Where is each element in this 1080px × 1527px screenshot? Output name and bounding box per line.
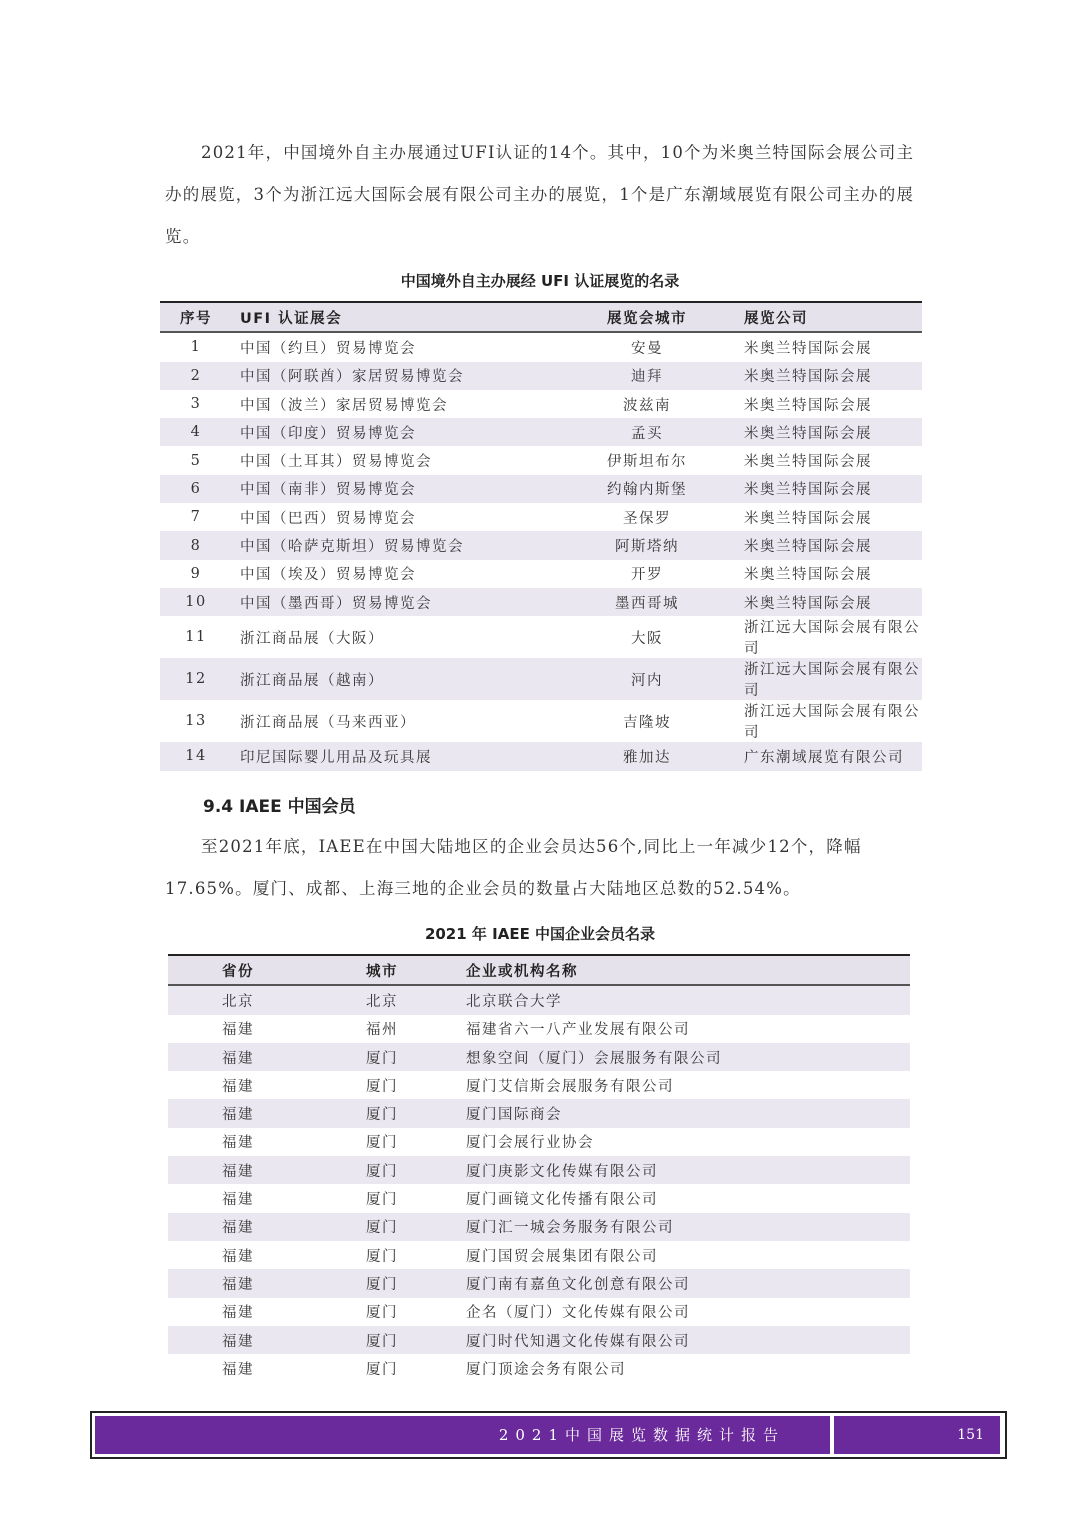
cell-province: 北京 — [222, 993, 254, 1010]
header-city: 城市 — [366, 963, 398, 980]
cell-city: 厦门 — [366, 1107, 398, 1124]
page-number: 151 — [957, 1427, 984, 1443]
table-row — [168, 1015, 910, 1043]
cell-city: 阿斯塔纳 — [615, 539, 679, 556]
cell-index: 2 — [190, 367, 202, 384]
cell-city: 厦门 — [366, 1333, 398, 1350]
ufi-exhibitions-table — [160, 301, 922, 771]
cell-city: 波兹南 — [623, 397, 671, 414]
cell-company: 米奥兰特国际会展 — [744, 482, 872, 499]
cell-company: 浙江远大国际会展有限公司 — [744, 704, 920, 742]
table-row — [160, 503, 922, 531]
cell-index: 6 — [190, 480, 202, 497]
header-province: 省份 — [222, 963, 254, 980]
cell-exhibition: 中国（印度）贸易博览会 — [240, 425, 416, 442]
cell-index: 10 — [185, 594, 207, 611]
cell-province: 福建 — [222, 1163, 254, 1180]
cell-organization: 福建省六一八产业发展有限公司 — [466, 1022, 690, 1039]
cell-organization: 厦门时代知遇文化传媒有限公司 — [466, 1333, 690, 1350]
cell-organization: 北京联合大学 — [466, 993, 562, 1010]
cell-exhibition: 浙江商品展（马来西亚） — [240, 714, 416, 731]
table-row — [160, 390, 922, 418]
table-row — [160, 475, 922, 503]
cell-index: 13 — [185, 713, 207, 730]
cell-city: 厦门 — [366, 1050, 398, 1067]
cell-index: 8 — [190, 537, 202, 554]
table-row — [168, 1043, 910, 1071]
cell-exhibition: 浙江商品展（越南） — [240, 672, 384, 689]
cell-index: 11 — [185, 629, 207, 646]
header-company: 展览公司 — [744, 310, 808, 327]
cell-exhibition: 中国（埃及）贸易博览会 — [240, 567, 416, 584]
table-row — [168, 1241, 910, 1269]
cell-organization: 想象空间（厦门）会展服务有限公司 — [466, 1050, 722, 1067]
cell-company: 米奥兰特国际会展 — [744, 397, 872, 414]
cell-city: 大阪 — [631, 630, 663, 647]
cell-city: 墨西哥城 — [615, 595, 679, 612]
table-row — [160, 332, 922, 361]
footer-page-box — [834, 1416, 1000, 1454]
cell-province: 福建 — [222, 1305, 254, 1322]
cell-exhibition: 印尼国际婴儿用品及玩具展 — [240, 749, 432, 766]
cell-province: 福建 — [222, 1333, 254, 1350]
cell-city: 厦门 — [366, 1361, 398, 1378]
cell-city: 安曼 — [631, 340, 663, 357]
table-row — [168, 1156, 910, 1184]
cell-city: 厦门 — [366, 1276, 398, 1293]
cell-city: 迪拜 — [631, 369, 663, 386]
table-row — [168, 1184, 910, 1212]
cell-organization: 厦门国际商会 — [466, 1107, 562, 1124]
cell-city: 河内 — [631, 672, 663, 689]
cell-exhibition: 中国（约旦）贸易博览会 — [240, 340, 416, 357]
cell-exhibition: 浙江商品展（大阪） — [240, 630, 384, 647]
cell-province: 福建 — [222, 1022, 254, 1039]
page-footer — [90, 1411, 1007, 1459]
cell-organization: 企名（厦门）文化传媒有限公司 — [466, 1305, 690, 1322]
cell-company: 米奥兰特国际会展 — [744, 595, 872, 612]
table-row — [168, 1326, 910, 1354]
table-row — [168, 1269, 910, 1297]
cell-city: 开罗 — [631, 567, 663, 584]
table2-caption: 2021 年 IAEE 中国企业会员名录 — [424, 925, 656, 943]
header-exhibition: UFI 认证展会 — [240, 310, 343, 327]
cell-city: 北京 — [366, 993, 398, 1010]
table-row — [160, 588, 922, 616]
cell-exhibition: 中国（哈萨克斯坦）贸易博览会 — [240, 539, 464, 556]
cell-province: 福建 — [222, 1050, 254, 1067]
cell-province: 福建 — [222, 1361, 254, 1378]
cell-company: 浙江远大国际会展有限公司 — [744, 620, 920, 658]
table1-caption: 中国境外自主办展经 UFI 认证展览的名录 — [400, 272, 680, 290]
cell-city: 圣保罗 — [623, 510, 671, 527]
cell-organization: 厦门画镜文化传播有限公司 — [466, 1192, 658, 1209]
intro-paragraph: 2021年，中国境外自主办展通过UFI认证的14个。其中，10个为米奥兰特国际会展公司主办的展览，3个为浙江远大国际会展有限公司主办的展览，1个是广东潮域展览有限公司主办的展览。 — [165, 143, 915, 246]
cell-company: 米奥兰特国际会展 — [744, 567, 872, 584]
cell-city: 雅加达 — [623, 749, 671, 766]
cell-city: 厦门 — [366, 1078, 398, 1095]
cell-index: 5 — [190, 452, 202, 469]
table-row — [160, 362, 922, 390]
section-heading: 9.4 IAEE 中国会员 — [203, 797, 356, 817]
cell-company: 米奥兰特国际会展 — [744, 340, 872, 357]
cell-company: 浙江远大国际会展有限公司 — [744, 662, 920, 700]
cell-organization: 厦门国贸会展集团有限公司 — [466, 1248, 658, 1265]
cell-city: 约翰内斯堡 — [607, 482, 687, 499]
cell-province: 福建 — [222, 1248, 254, 1265]
header-organization: 企业或机构名称 — [466, 963, 578, 980]
cell-company: 米奥兰特国际会展 — [744, 539, 872, 556]
cell-exhibition: 中国（阿联酋）家居贸易博览会 — [240, 369, 464, 386]
table-row — [168, 1099, 910, 1127]
cell-organization: 厦门会展行业协会 — [466, 1135, 594, 1152]
table-row — [168, 1213, 910, 1241]
cell-index: 9 — [190, 565, 202, 582]
cell-exhibition: 中国（墨西哥）贸易博览会 — [240, 595, 432, 612]
table-row — [168, 1298, 910, 1326]
table-row — [160, 700, 922, 742]
header-index: 序号 — [180, 310, 212, 327]
cell-city: 厦门 — [366, 1305, 398, 1322]
footer-title-bar — [95, 1416, 830, 1454]
cell-organization: 厦门南有嘉鱼文化创意有限公司 — [466, 1276, 690, 1293]
cell-index: 4 — [190, 424, 202, 441]
table-row — [160, 658, 922, 700]
table-row — [160, 531, 922, 559]
table-row — [160, 418, 922, 446]
cell-exhibition: 中国（南非）贸易博览会 — [240, 482, 416, 499]
cell-province: 福建 — [222, 1078, 254, 1095]
cell-organization: 厦门汇一城会务服务有限公司 — [466, 1220, 674, 1237]
cell-city: 吉隆坡 — [623, 714, 671, 731]
footer-title: 2021中国展览数据统计报告 — [498, 1426, 785, 1444]
cell-index: 12 — [185, 671, 207, 688]
table-row — [160, 742, 922, 770]
cell-city: 福州 — [366, 1022, 398, 1039]
header-city: 展览会城市 — [607, 310, 687, 327]
cell-province: 福建 — [222, 1135, 254, 1152]
cell-organization: 厦门艾信斯会展服务有限公司 — [466, 1078, 674, 1095]
cell-index: 3 — [190, 396, 202, 413]
cell-company: 米奥兰特国际会展 — [744, 425, 872, 442]
iaee-members-table — [168, 954, 910, 1382]
cell-province: 福建 — [222, 1220, 254, 1237]
cell-index: 1 — [190, 339, 202, 356]
cell-company: 广东潮域展览有限公司 — [744, 749, 904, 766]
cell-company: 米奥兰特国际会展 — [744, 454, 872, 471]
cell-exhibition: 中国（巴西）贸易博览会 — [240, 510, 416, 527]
cell-exhibition: 中国（土耳其）贸易博览会 — [240, 454, 432, 471]
table-row — [168, 1354, 910, 1382]
cell-city: 厦门 — [366, 1192, 398, 1209]
table-header-row — [160, 302, 922, 332]
cell-company: 米奥兰特国际会展 — [744, 510, 872, 527]
table-row — [168, 1071, 910, 1099]
table-row — [168, 985, 910, 1014]
cell-company: 米奥兰特国际会展 — [744, 369, 872, 386]
cell-city: 伊斯坦布尔 — [607, 454, 687, 471]
cell-organization: 厦门顶途会务有限公司 — [466, 1361, 626, 1378]
cell-city: 厦门 — [366, 1163, 398, 1180]
table-row — [168, 1128, 910, 1156]
cell-province: 福建 — [222, 1276, 254, 1293]
cell-index: 14 — [185, 748, 207, 765]
cell-city: 厦门 — [366, 1220, 398, 1237]
cell-index: 7 — [190, 509, 202, 526]
table-row — [160, 560, 922, 588]
cell-province: 福建 — [222, 1192, 254, 1209]
cell-city: 孟买 — [631, 425, 663, 442]
table-header-row — [168, 955, 910, 985]
cell-organization: 厦门庚影文化传媒有限公司 — [466, 1163, 658, 1180]
section-paragraph: 至2021年底，IAEE在中国大陆地区的企业会员达56个,同比上一年减少12个，降幅17.65%。厦门、成都、上海三地的企业会员的数量占大陆地区总数的52.54%。 — [165, 837, 862, 898]
cell-city: 厦门 — [366, 1135, 398, 1152]
table-row — [160, 446, 922, 474]
cell-exhibition: 中国（波兰）家居贸易博览会 — [240, 397, 448, 414]
cell-city: 厦门 — [366, 1248, 398, 1265]
table-row — [160, 616, 922, 658]
cell-province: 福建 — [222, 1107, 254, 1124]
